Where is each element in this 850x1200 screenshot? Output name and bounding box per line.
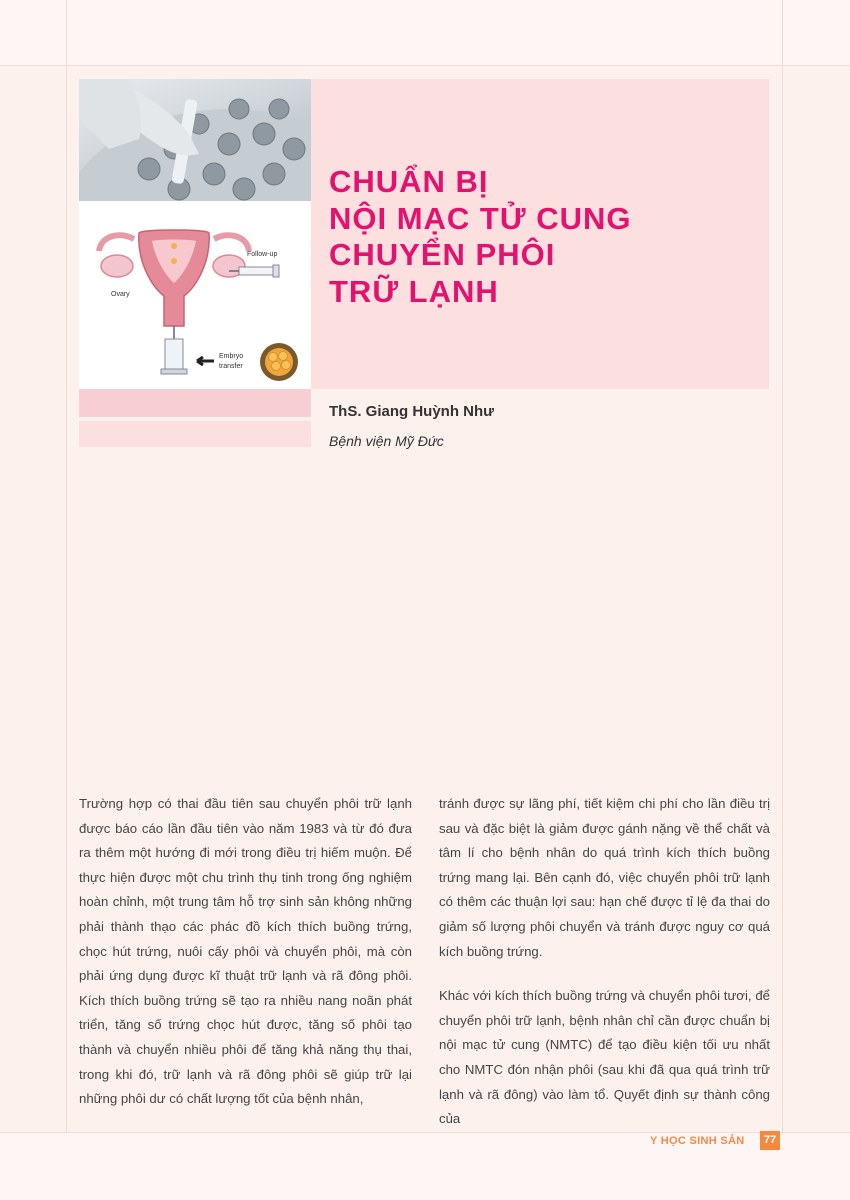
- journal-name: Y HỌC SINH SẢN: [650, 1135, 745, 1147]
- body-column-right: [439, 792, 770, 1132]
- embryo-label: Embryo: [219, 353, 244, 360]
- article-title-line-3: CHUYỂN PHÔI: [329, 237, 556, 272]
- top-margin-band: [0, 0, 850, 66]
- decorative-bar: [79, 389, 311, 417]
- left-margin-rule: [66, 0, 67, 1200]
- right-margin-rule: [782, 0, 783, 1200]
- cryostorage-photo: [79, 79, 311, 201]
- decorative-bar: [79, 421, 311, 447]
- uterus-illustration: [79, 201, 311, 389]
- follow-up-label: Follow-up: [247, 251, 278, 258]
- cryostorage-illustration: [79, 79, 311, 201]
- embryo-transfer-diagram: [79, 201, 311, 389]
- body-paragraph: Khác với kích thích buồng trứng và chuyển phôi tươi, để chuyển phôi trữ lạnh, bệnh nhân chỉ cần được chuẩn bị nội mạc tử cung (NMTC) để tạo điều kiện tối ưu nhất cho NMTC đón nhận phôi (sau khi đã qua quá trình trữ lạnh và rã đông) vào làm tổ. Quyết định sự thành công của: [439, 988, 770, 1127]
- author-affiliation: Bệnh viện Mỹ Đức: [329, 433, 444, 449]
- article-title-line-1: CHUẨN BỊ: [329, 164, 489, 199]
- body-paragraph: Trường hợp có thai đầu tiên sau chuyển phôi trữ lạnh được báo cáo lần đầu tiên vào năm 1983 và từ đó đưa ra thêm một hướng đi mới trong điều trị hiếm muộn. Để thực hiện được một chu trình thụ tinh trong ống nghiệm hoàn chỉnh, một trung tâm hỗ trợ sinh sản không những phải thành thạo các phác đồ kích thích buồng trứng, chọc hút trứng, nuôi cấy phôi và chuyển phôi, mà còn phải ứng dụng được kĩ thuật trữ lạnh và rã đông phôi. Kích thích buồng trứng sẽ tạo ra nhiều nang noãn phát triển, tăng số trứng chọc hút được, tăng số phôi tạo thành và chuyển nhiều phôi để tăng khả năng thụ thai, trong khi đó, trữ lạnh và rã đông phôi sẽ giúp trữ lại những phôi dư có chất lượng tốt của bệnh nhân,: [79, 796, 412, 1107]
- page-number: 77: [760, 1131, 780, 1150]
- body-column-left: [79, 792, 412, 1112]
- transfer-label: transfer: [219, 363, 243, 370]
- ovary-label: Ovary: [111, 291, 130, 298]
- author-name: ThS. Giang Huỳnh Như: [329, 403, 495, 420]
- body-paragraph: tránh được sự lãng phí, tiết kiệm chi phí cho lần điều trị sau và đặc biệt là giảm được gánh nặng về thể chất và tâm lí cho bệnh nhân do quá trình kích thích buồng trứng mang lại. Bên cạnh đó, việc chuyển phôi trữ lạnh có thêm các thuận lợi sau: hạn chế được tỉ lệ đa thai do giảm số lượng phôi chuyển và tránh được nguy cơ quá kích buồng trứng.: [439, 796, 770, 959]
- article-title-line-2: NỘI MẠC TỬ CUNG: [329, 201, 632, 236]
- article-title-line-4: TRỮ LẠNH: [329, 274, 499, 309]
